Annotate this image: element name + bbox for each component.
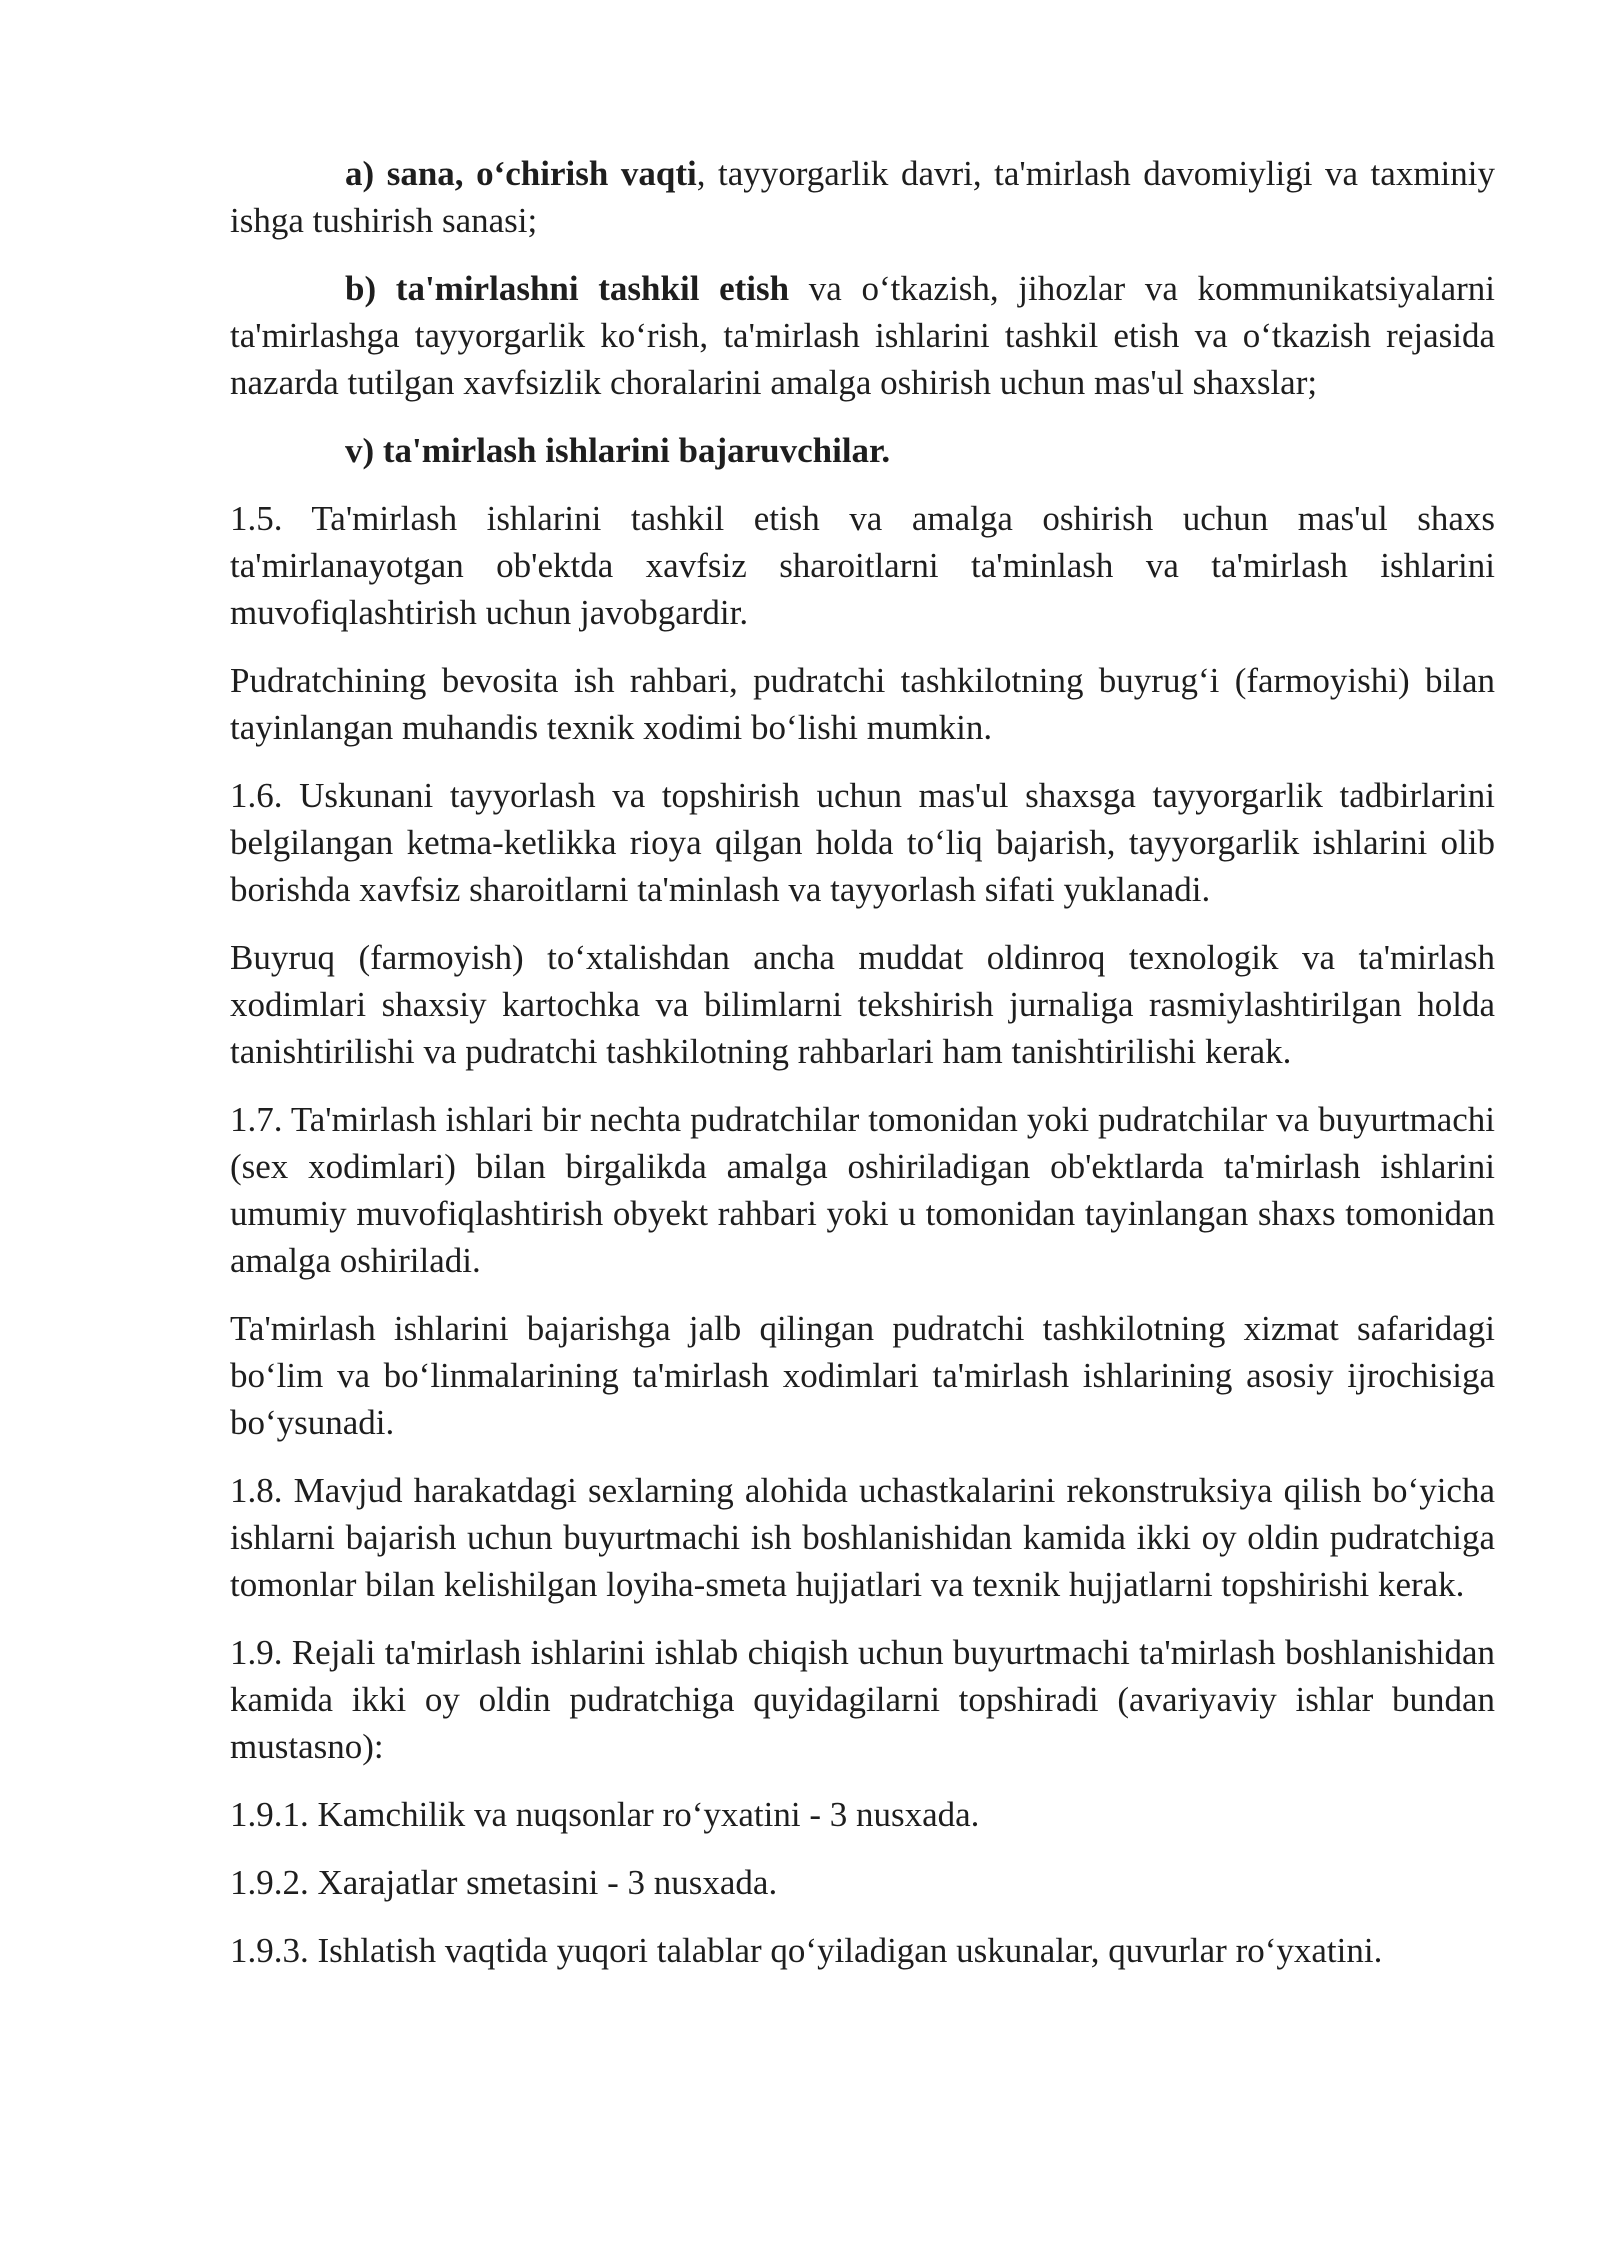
paragraph-1-5: 1.5. Ta'mirlash ishlarini tashkil etish va amalga oshirish uchun mas'ul shaxs ta'mirlanayotgan ob'ektda xavfsiz sharoitlarni ta'minlash va ta'mirlash ishlarini muvofiqlashtirish uchun javobgardir. (230, 499, 1495, 632)
paragraph-1-6-note: Buyruq (farmoyish) to‘xtalishdan ancha muddat oldinroq texnologik va ta'mirlash xodimlari shaxsiy kartochka va bilimlarni tekshirish jurnaliga rasmiylashtirilgan holda tanishtirilishi va pudratchi tashkilotning rahbarlari ham tanishtirilishi kerak. (230, 938, 1495, 1071)
item-b-text: va o‘tkazish, jihozlar va kommunikatsiyalarni ta'mirlashga tayyorgarlik ko‘rish, ta'mirlash ishlarini tashkil etish va o‘tkazish rejasida nazarda tutilgan xavfsizlik choralarini amalga oshirish uchun mas'ul shaxslar; (230, 269, 1495, 402)
item-a-text: , tayyorgarlik davri, ta'mirlash davomiyligi va taxminiy ishga tushirish sanasi; (230, 154, 1495, 240)
paragraph-item-b (230, 265, 1495, 406)
paragraph-1-8: 1.8. Mavjud harakatdagi sexlarning alohida uchastkalarini rekonstruksiya qilish bo‘yicha ishlarni bajarish uchun buyurtmachi ish boshlanishidan kamida ikki oy oldin pudratchiga tomonlar bilan kelishilgan loyiha-smeta hujjatlari va texnik hujjatlarni topshirishi kerak. (230, 1471, 1495, 1604)
paragraph-item-a (230, 150, 1495, 244)
paragraph-1-9-3: 1.9.3. Ishlatish vaqtida yuqori talablar qo‘yiladigan uskunalar, quvurlar ro‘yxatini. (230, 1931, 1383, 1970)
paragraph-1-6: 1.6. Uskunani tayyorlash va topshirish uchun mas'ul shaxsga tayyorgarlik tadbirlarini belgilangan ketma-ketlikka rioya qilgan holda to‘liq bajarish, tayyorgarlik ishlarini olib borishda xavfsiz sharoitlarni ta'minlash va tayyorlash sifati yuklanadi. (230, 776, 1495, 909)
paragraph-1-7: 1.7. Ta'mirlash ishlari bir nechta pudratchilar tomonidan yoki pudratchilar va buyurtmachi (sex xodimlari) bilan birgalikda amalga oshiriladigan ob'ektlarda ta'mirlash ishlarini umumiy muvofiqlashtirish obyekt rahbari yoki u tomonidan tayinlangan shaxs tomonidan amalga oshiriladi. (230, 1100, 1495, 1280)
item-b-heading: b) ta'mirlashni tashkil etish (345, 269, 790, 308)
item-v-heading: v) ta'mirlash ishlarini bajaruvchilar. (345, 431, 891, 470)
paragraph-1-5-note: Pudratchining bevosita ish rahbari, pudratchi tashkilotning buyrug‘i (farmoyishi) bilan tayinlangan muhandis texnik xodimi bo‘lishi mumkin. (230, 661, 1495, 747)
paragraph-item-v (230, 427, 1495, 474)
paragraph-1-7-note: Ta'mirlash ishlarini bajarishga jalb qilingan pudratchi tashkilotning xizmat safaridagi bo‘lim va bo‘linmalarining ta'mirlash xodimlari ta'mirlash ishlarining asosiy ijrochisiga bo‘ysunadi. (230, 1309, 1495, 1442)
paragraph-1-9: 1.9. Rejali ta'mirlash ishlarini ishlab chiqish uchun buyurtmachi ta'mirlash boshlanishidan kamida ikki oy oldin pudratchiga quyidagilarni topshiradi (avariyaviy ishlar bundan mustasno): (230, 1633, 1495, 1766)
paragraph-1-9-1: 1.9.1. Kamchilik va nuqsonlar ro‘yxatini - 3 nusxada. (230, 1795, 980, 1834)
paragraph-1-9-2: 1.9.2. Xarajatlar smetasini - 3 nusxada. (230, 1863, 778, 1902)
item-a-heading: a) sana, o‘chirish vaqti (345, 154, 697, 193)
document-page (230, 150, 1495, 1995)
